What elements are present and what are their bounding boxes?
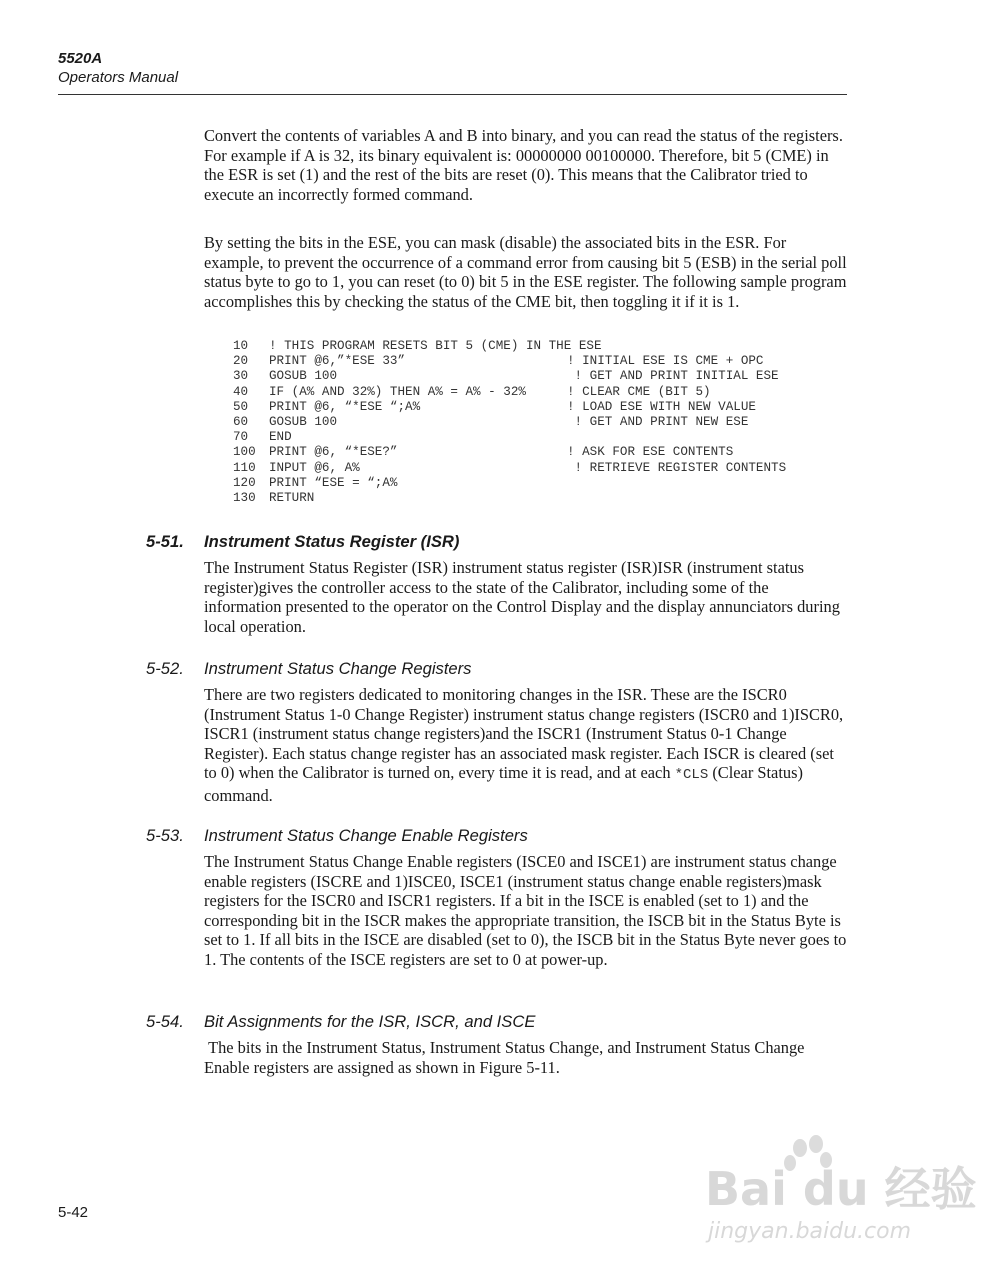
code-line: 50 PRINT @6, “*ESE “;A% ! LOAD ESE WITH NEW VALUE xyxy=(233,399,756,414)
section-body-5-53: The Instrument Status Change Enable registers (ISCE0 and ISCE1) are instrument status change enable registers (ISCRE and 1)ISCE0, ISCE1 (instrument status change enable registers)mask registers for the ISCR0 and ISCR1 registers. If a bit in the ISCE is enabled (set to 1) and the corresponding bit in the ISCR makes the appropriate transition, the ISCB bit in the Status Byte is set to 1. If all bits in the ISCE are disabled (set to 0), the ISCB bit in the Status Byte never goes to 1. The contents of the ISCE registers are set to 0 at power-up. xyxy=(204,852,847,969)
section-title: Instrument Status Change Enable Registers xyxy=(204,826,528,845)
section-body-5-54: The bits in the Instrument Status, Instrument Status Change, and Instrument Status Change Enable registers are assigned as shown in Figure 5-11. xyxy=(204,1038,805,1077)
section-title: Instrument Status Change Registers xyxy=(204,659,472,678)
section-heading-5-51 xyxy=(146,532,459,552)
section-heading-5-53 xyxy=(146,826,528,846)
code-line: 60 GOSUB 100 ! GET AND PRINT NEW ESE xyxy=(233,415,749,430)
page-header xyxy=(58,50,178,87)
baidu-watermark xyxy=(700,1130,977,1250)
manual-title: Operators Manual xyxy=(58,69,179,86)
section-title: Bit Assignments for the ISR, ISCR, and ISCE xyxy=(204,1012,536,1031)
code-line: 110 INPUT @6, A% ! RETRIEVE REGISTER CONTENTS xyxy=(233,460,787,475)
section-number: 5-52. xyxy=(146,659,184,678)
section-number: 5-54. xyxy=(146,1012,184,1031)
code-line: 100 PRINT @6, “*ESE?” ! ASK FOR ESE CONTENTS xyxy=(233,445,734,460)
section-number: 5-53. xyxy=(146,826,184,845)
code-line: 120 PRINT “ESE = “;A% xyxy=(233,475,398,490)
section-heading-5-54 xyxy=(146,1012,535,1032)
section-title: Instrument Status Register (ISR) xyxy=(204,532,460,551)
code-line: 40 IF (A% AND 32%) THEN A% = A% - 32% ! CLEAR CME (BIT 5) xyxy=(233,384,711,399)
code-line: 30 GOSUB 100 ! GET AND PRINT INITIAL ESE xyxy=(233,369,779,384)
code-line: 10 ! THIS PROGRAM RESETS BIT 5 (CME) IN THE ESE xyxy=(233,339,602,353)
section-number: 5-51. xyxy=(146,532,184,551)
sample-program-listing xyxy=(233,339,786,506)
section-body-5-52: There are two registers dedicated to monitoring changes in the ISR. These are the ISCR0 (Instrument Status 1-0 Change Register) instrument status change registers (ISCR0 and 1)ISCR0, ISCR1 (instrument status change registers)and the ISCR1 (Instrument Status 0-1 Change Register). Each status change register has an associated mask register. Each ISCR is cleared (set to 0) when the Calibrator is turned on, every time it is read, and at each *CLS (Clear Status) command. xyxy=(204,685,844,805)
model-name: 5520A xyxy=(58,50,103,67)
code-line: 20 PRINT @6,”*ESE 33” ! INITIAL ESE IS CME + OPC xyxy=(233,354,764,369)
cls-command: *CLS xyxy=(674,767,709,783)
code-line: 130 RETURN xyxy=(233,491,315,506)
section-body-5-51: The Instrument Status Register (ISR) instrument status register (ISR)ISR (instrument status register)gives the controller access to the state of the Calibrator, including some of the information presented to the operator on the Control Display and the display annunciators during local operation. xyxy=(204,558,840,636)
section-heading-5-52 xyxy=(146,659,471,679)
intro-paragraph-1: Convert the contents of variables A and B into binary, and you can read the status of the registers. For example if A is 32, its binary equivalent is: 00000000 00100000. Therefore, bit 5 (CME) in the ESR is set (1) and the rest of the bits are reset (0). This means that the Calibrator tried to execute an incorrectly formed command. xyxy=(204,126,843,204)
intro-paragraph-2: By setting the bits in the ESE, you can mask (disable) the associated bits in the ESR. For example, to prevent the occurrence of a command error from causing bit 5 (ESB) in the serial poll status byte to go to 1, you can reset (to 0) bit 5 in the ESE register. The following sample program accomplishes this by checking the status of the CME bit, then toggling it if it is 1. xyxy=(204,233,847,311)
page-number: 5-42 xyxy=(58,1204,89,1221)
header-divider xyxy=(58,94,847,95)
code-line: 70 END xyxy=(233,430,292,445)
watermark-url: jingyan.baidu.com xyxy=(708,1219,912,1244)
watermark-logo: Bai du 经验 xyxy=(705,1162,977,1216)
